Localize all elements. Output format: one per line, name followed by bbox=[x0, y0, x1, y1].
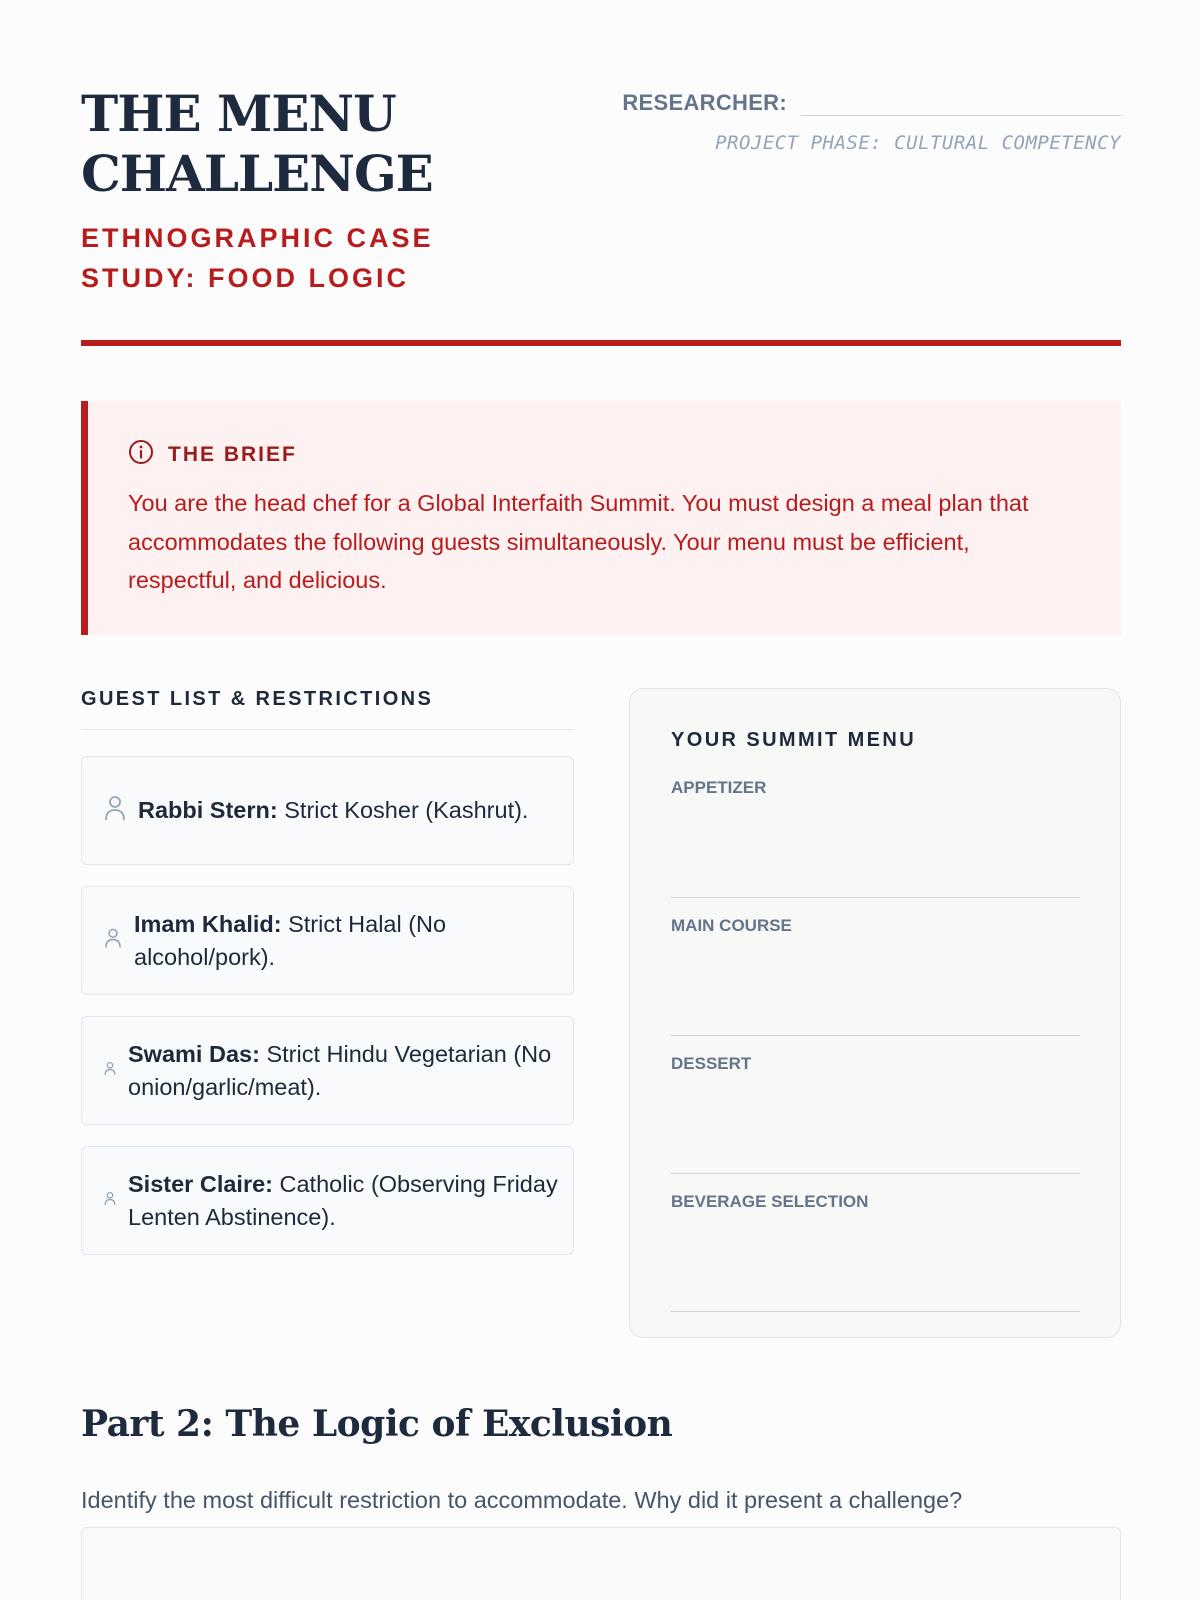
dessert-field[interactable] bbox=[671, 1054, 1080, 1174]
guest-card-sister-claire bbox=[81, 1146, 574, 1255]
guest-name: Rabbi Stern: bbox=[138, 797, 278, 823]
menu-title: YOUR SUMMIT MENU bbox=[671, 729, 917, 751]
project-phase: PROJECT PHASE: CULTURAL COMPETENCY bbox=[715, 132, 1121, 154]
appetizer-field[interactable] bbox=[671, 778, 1080, 898]
menu-field-label: APPETIZER bbox=[671, 778, 767, 797]
guest-restriction: Strict Hindu Vegetarian (No onion/garlic/meat). bbox=[128, 1040, 552, 1100]
guest-restriction: Strict Kosher (Kashrut). bbox=[277, 797, 529, 823]
header-meta bbox=[621, 84, 1121, 154]
worksheet-header bbox=[81, 84, 1121, 354]
part2-answer-field[interactable] bbox=[81, 1527, 1121, 1600]
researcher-row bbox=[621, 84, 1121, 116]
part2-question: Identify the most difficult restriction to accommodate. Why did it present a challenge? bbox=[81, 1487, 963, 1513]
header-divider bbox=[81, 340, 1121, 346]
brief-text: You are the head chef for a Global Interfaith Summit. You must design a meal plan that accommodates the following guests simultaneously. Your menu must be efficient, respectful, and delicious. bbox=[128, 490, 1029, 593]
person-icon bbox=[104, 1191, 116, 1211]
beverage-field[interactable] bbox=[671, 1192, 1080, 1312]
guest-list-title: GUEST LIST & RESTRICTIONS bbox=[81, 688, 574, 730]
page-title: THE MENU CHALLENGE bbox=[81, 84, 433, 203]
info-circle-icon bbox=[128, 439, 154, 470]
guest-text bbox=[128, 1038, 573, 1104]
guest-name: Swami Das: bbox=[128, 1040, 260, 1067]
person-icon bbox=[104, 1061, 116, 1081]
menu-field-label: BEVERAGE SELECTION bbox=[671, 1192, 869, 1211]
menu-field-label: DESSERT bbox=[671, 1054, 752, 1073]
researcher-label: RESEARCHER: bbox=[622, 90, 787, 115]
person-icon bbox=[104, 794, 126, 827]
page-subtitle: ETHNOGRAPHIC CASE STUDY: FOOD LOGIC bbox=[81, 223, 434, 293]
brief-heading bbox=[128, 439, 1081, 470]
guest-name: Imam Khalid: bbox=[134, 910, 282, 937]
guest-name: Sister Claire: bbox=[128, 1170, 273, 1197]
researcher-field[interactable] bbox=[801, 84, 1121, 116]
guest-restriction: Catholic (Observing Friday Lenten Abstinence). bbox=[128, 1170, 558, 1230]
summit-menu-panel bbox=[629, 688, 1121, 1338]
part2-title: Part 2: The Logic of Exclusion bbox=[81, 1403, 673, 1445]
brief-callout bbox=[81, 401, 1121, 635]
brief-title: THE BRIEF bbox=[168, 442, 297, 466]
guest-card-imam-khalid bbox=[81, 886, 574, 995]
person-icon bbox=[104, 927, 122, 954]
guest-text bbox=[138, 794, 528, 827]
part2-section bbox=[81, 1403, 1121, 1514]
guest-restriction: Strict Halal (No alcohol/pork). bbox=[134, 910, 447, 970]
menu-field-label: MAIN COURSE bbox=[671, 916, 792, 935]
guest-card-rabbi-stern bbox=[81, 756, 574, 865]
guest-text bbox=[128, 1168, 573, 1234]
guest-card-swami-das bbox=[81, 1016, 574, 1125]
main-course-field[interactable] bbox=[671, 916, 1080, 1036]
guest-list bbox=[81, 688, 574, 1230]
guest-text bbox=[134, 908, 573, 974]
